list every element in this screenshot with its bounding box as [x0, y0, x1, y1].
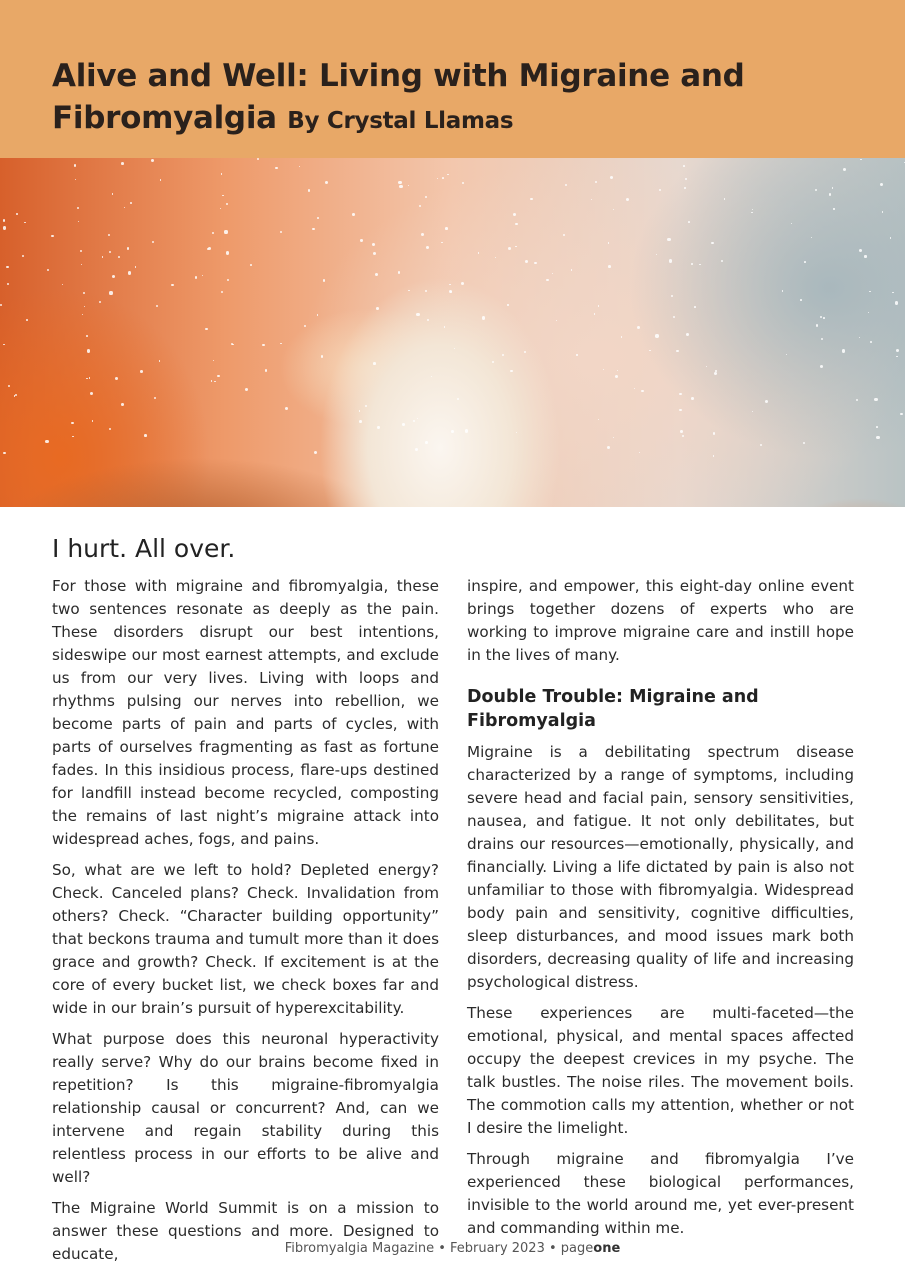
spark: [124, 207, 125, 208]
spark: [128, 271, 131, 274]
spark: [425, 290, 427, 292]
spark: [78, 221, 79, 222]
lead-heading: I hurt. All over.: [52, 534, 236, 563]
spark: [721, 260, 723, 262]
spark: [221, 291, 223, 293]
spark: [425, 441, 428, 444]
spark: [431, 376, 433, 378]
title-text: Alive and Well: Living with Migraine and Fibromyalgia: [52, 58, 745, 136]
spark: [220, 208, 221, 209]
paragraph: These experiences are multi-faceted—the emotional, physical, and mental spaces affected occupy the deepest crevices in my psyche. The talk bustles. The noise riles. The movement boils. The commotion calls my attention, whether or not I desire the limelight.: [467, 1004, 854, 1137]
spark: [285, 407, 288, 410]
spark: [669, 259, 672, 262]
spark: [896, 356, 897, 357]
spark: [713, 432, 715, 434]
spark: [699, 264, 701, 266]
spark: [876, 436, 879, 439]
spark: [667, 238, 670, 241]
spark: [0, 304, 2, 306]
spark: [804, 261, 806, 263]
spark: [151, 159, 154, 162]
spark: [714, 372, 717, 375]
spark: [375, 273, 378, 276]
spark: [495, 257, 496, 258]
spark: [317, 217, 319, 219]
spark: [222, 195, 224, 197]
spark: [3, 452, 6, 455]
spark: [679, 393, 681, 395]
spark: [571, 269, 573, 271]
spark: [676, 350, 678, 352]
right-column: [467, 575, 854, 1248]
spark: [359, 420, 362, 423]
spark: [47, 269, 49, 271]
spark: [682, 435, 684, 437]
spark: [659, 189, 661, 191]
spark: [227, 279, 229, 281]
spark: [892, 292, 894, 294]
spark: [859, 249, 862, 252]
spark: [534, 262, 537, 265]
paragraph: Through migraine and fibromyalgia I’ve experienced these biological performances, invisible to the world around me, yet ever-present and commanding within me.: [467, 1150, 854, 1237]
spark: [160, 179, 161, 180]
spark: [3, 226, 6, 229]
spark: [821, 338, 823, 340]
spark: [77, 207, 79, 209]
spark: [45, 440, 48, 443]
spark: [92, 420, 94, 422]
spark: [782, 290, 783, 291]
spark: [598, 419, 600, 421]
spark: [442, 177, 444, 179]
spark: [613, 209, 615, 211]
spark: [882, 211, 883, 212]
spark: [524, 351, 526, 353]
spark: [217, 375, 220, 378]
spark: [441, 242, 442, 243]
spark: [321, 355, 323, 357]
spark: [195, 276, 198, 279]
spark: [876, 426, 878, 428]
spark: [800, 299, 802, 301]
spark: [6, 266, 8, 268]
spark: [607, 446, 610, 449]
spark: [415, 448, 418, 451]
spark: [546, 279, 549, 282]
spark: [451, 430, 454, 433]
spark: [299, 166, 300, 167]
spark: [427, 319, 430, 322]
spark: [860, 159, 862, 161]
spark: [265, 369, 267, 371]
spark: [280, 231, 282, 233]
spark: [691, 263, 693, 265]
spark: [706, 366, 708, 368]
spark: [478, 252, 479, 253]
spark: [360, 239, 362, 241]
spark: [880, 183, 883, 186]
spark: [447, 174, 449, 176]
spark: [680, 430, 683, 433]
spark: [108, 234, 110, 236]
spark: [465, 429, 468, 432]
spark: [121, 162, 124, 165]
spark: [15, 394, 17, 396]
article-title: [52, 55, 812, 142]
spark: [613, 437, 614, 438]
spark: [84, 306, 85, 307]
spark: [673, 316, 675, 318]
spark: [864, 255, 866, 257]
spark: [154, 397, 156, 399]
spark: [127, 247, 130, 250]
spark: [7, 283, 9, 285]
spark: [373, 252, 376, 255]
spark: [656, 254, 657, 255]
spark: [641, 390, 644, 393]
spark: [752, 209, 753, 210]
spark: [81, 264, 82, 265]
spark: [832, 187, 834, 189]
spark: [724, 198, 725, 199]
spark: [556, 320, 557, 321]
spark: [507, 304, 508, 305]
spark: [765, 400, 768, 403]
spark: [760, 444, 762, 446]
spark: [437, 178, 438, 179]
spark: [152, 241, 154, 243]
spark: [207, 248, 209, 250]
spark: [688, 221, 690, 223]
spark: [900, 413, 903, 416]
spark: [686, 333, 689, 336]
spark: [811, 237, 812, 238]
spark: [413, 420, 415, 422]
spark: [99, 301, 101, 303]
spark: [617, 370, 618, 371]
spark: [87, 349, 90, 352]
spark: [86, 378, 87, 379]
spark: [868, 312, 869, 313]
spark: [508, 247, 511, 250]
hero-image-person-holding-head-amid-sparks: [0, 158, 905, 507]
spark: [791, 223, 792, 224]
spark: [408, 185, 409, 186]
spark: [51, 235, 53, 237]
spark: [262, 344, 264, 346]
spark: [365, 405, 367, 407]
spark: [71, 422, 73, 424]
spark: [843, 168, 846, 171]
paragraph: The Migraine World Summit is on a mission to answer these questions and more. Designed to educate,: [52, 1199, 439, 1263]
spark: [86, 335, 88, 337]
spark: [308, 189, 311, 192]
spark: [314, 451, 317, 454]
spark: [109, 291, 112, 294]
spark: [462, 182, 465, 185]
spark: [109, 428, 112, 431]
paragraph: Migraine is a debilitating spectrum disease characterized by a range of symptoms, including severe head and facial pain, sensory sensitivities, nausea, and fatigue. It not only debilitates, but drains our resources—emotionally, physically, and financially. Living a life dictated by pain is also not unfamiliar to those with fibromyalgia. Widespread body pain and sensitivity, cognitive difficulties, sleep disturbances, and mood issues mark both disorders, decreasing quality of life and increasing psychological distress.: [467, 743, 854, 991]
spark: [679, 409, 682, 412]
spark: [691, 397, 694, 400]
spark: [109, 251, 111, 253]
spark: [816, 324, 818, 326]
spark: [896, 349, 899, 352]
spark: [683, 165, 685, 167]
spark: [515, 246, 516, 247]
title-banner: [0, 0, 905, 158]
spark: [377, 426, 379, 428]
spark: [450, 291, 452, 293]
spark: [82, 314, 84, 316]
spark: [421, 233, 424, 236]
spark: [530, 198, 533, 201]
spark: [457, 398, 459, 400]
spark: [591, 199, 593, 201]
spark: [62, 284, 63, 285]
spark: [820, 316, 822, 318]
spark: [112, 193, 113, 194]
spark: [425, 196, 428, 199]
section-heading: Double Trouble: Migraine and Fibromyalgia: [467, 687, 759, 731]
spark: [502, 354, 504, 356]
spark: [815, 189, 817, 191]
spark: [525, 260, 528, 263]
spark: [615, 375, 618, 378]
spark: [751, 212, 753, 214]
spark: [304, 325, 306, 327]
spark: [444, 326, 445, 327]
spark: [156, 305, 158, 307]
spark: [713, 455, 714, 456]
spark: [594, 313, 595, 314]
spark: [890, 237, 891, 238]
spark: [820, 365, 823, 368]
spark: [224, 230, 227, 233]
spark: [373, 362, 376, 365]
spark: [610, 176, 613, 179]
spark: [135, 266, 137, 268]
paragraph: What purpose does this neuronal hyperactivity really serve? Why do our brains become fixed in repetition? Is this migraine-fibromyalgia relationship causal or concurrent? And, can we intervene and regain stability during this relentless process in our efforts to be alive and well?: [52, 1030, 439, 1186]
spark: [221, 173, 223, 175]
spark: [445, 227, 448, 230]
spark: [608, 265, 611, 268]
spark: [649, 350, 651, 352]
spark: [626, 198, 629, 201]
spark: [399, 185, 402, 188]
spark: [89, 377, 91, 379]
spark: [417, 418, 418, 419]
spark: [352, 213, 355, 216]
spark: [515, 223, 517, 225]
spark: [454, 348, 455, 349]
spark: [595, 181, 597, 183]
spark: [323, 279, 326, 282]
spark: [598, 305, 599, 306]
spark: [3, 219, 6, 222]
spark: [312, 228, 315, 231]
spark: [786, 354, 787, 355]
spark: [16, 213, 18, 215]
spark: [226, 203, 228, 205]
spark: [711, 242, 714, 245]
spark: [482, 316, 485, 319]
spark: [245, 388, 248, 391]
spark: [280, 343, 281, 344]
spark: [576, 354, 577, 355]
spark: [510, 370, 513, 373]
spark: [26, 319, 28, 321]
spark: [833, 208, 834, 209]
paragraph: inspire, and empower, this eight-day online event brings together dozens of experts who are working to improve migraine care and instill hope in the lives of many.: [467, 577, 854, 664]
spark: [212, 232, 214, 234]
spark: [250, 264, 252, 266]
spark: [232, 344, 233, 345]
spark: [24, 222, 26, 224]
spark: [376, 307, 379, 310]
spark: [621, 336, 622, 337]
spark: [214, 381, 215, 382]
spark: [752, 411, 753, 412]
spark: [565, 184, 567, 186]
spark: [140, 370, 143, 373]
spark: [829, 193, 832, 196]
paragraph: So, what are we left to hold? Depleted energy? Check. Canceled plans? Check. Invalidation from others? Check. “Character building opportunity” that beckons trauma and tumult more than it does grace and growth? Check. If excitement is at the core of every bucket list, we check boxes far and wide in our brain’s pursuit of hyperexcitability.: [52, 861, 439, 1017]
spark: [402, 423, 405, 426]
spark: [449, 284, 451, 286]
spark: [874, 398, 877, 401]
spark: [603, 369, 604, 370]
spark: [102, 256, 103, 257]
spark: [694, 306, 696, 308]
spark: [226, 251, 229, 254]
spark: [870, 341, 872, 343]
spark: [144, 434, 147, 437]
spark: [112, 275, 115, 278]
spark: [639, 452, 640, 453]
spark: [83, 292, 85, 294]
spark: [257, 158, 259, 160]
spark: [275, 167, 278, 170]
spark: [516, 432, 517, 433]
spark: [317, 314, 319, 316]
spark: [552, 273, 553, 274]
spark: [408, 290, 410, 292]
spark: [8, 385, 10, 387]
spark: [869, 291, 870, 292]
spark: [563, 234, 565, 236]
spark: [416, 313, 419, 316]
spark: [461, 282, 464, 285]
spark: [803, 442, 805, 444]
spark: [398, 271, 400, 273]
spark: [359, 410, 360, 411]
page-footer: [0, 1241, 905, 1256]
spark: [426, 246, 429, 249]
spark: [213, 360, 214, 361]
spark: [159, 360, 161, 362]
byline: By Crystal Llamas: [287, 108, 514, 134]
spark: [118, 256, 120, 258]
paragraph: For those with migraine and fibromyalgia, these two sentences resonate as deeply as the pain. These disorders disrupt our best intentions, sideswipe our most earnest attempts, and exclude us from our very lives. Living with loops and rhythms pulsing our nerves into rebellion, we become parts of pain and parts of cycles, with parts of ourselves fragmenting as fast as fortune fades. In this insidious process, flare-ups destined for landfill instead become recycled, composting the remains of last night’s migraine attack into widespread aches, fogs, and pains.: [52, 577, 439, 848]
footer-page-emph: one: [593, 1241, 621, 1256]
spark: [3, 344, 4, 345]
spark: [398, 181, 401, 184]
spark: [842, 349, 845, 352]
spark: [75, 179, 76, 180]
spark: [859, 337, 860, 338]
spark: [637, 326, 640, 329]
spark: [671, 295, 673, 297]
spark: [14, 395, 15, 396]
spark: [419, 205, 421, 207]
spark: [634, 388, 635, 389]
spark: [513, 213, 516, 216]
spark: [202, 275, 203, 276]
footer-text: Fibromyalgia Magazine • February 2023 • page: [284, 1241, 594, 1256]
spark: [211, 380, 213, 382]
spark: [856, 399, 858, 401]
spark: [823, 317, 825, 319]
spark: [74, 164, 76, 166]
spark: [22, 255, 24, 257]
spark: [121, 403, 124, 406]
spark: [80, 250, 82, 252]
spark: [372, 243, 375, 246]
spark: [130, 202, 132, 204]
spark: [115, 377, 118, 380]
spark: [90, 392, 93, 395]
spark: [608, 242, 609, 243]
spark: [684, 187, 686, 189]
spark: [171, 284, 173, 286]
spark: [895, 301, 898, 304]
spark: [205, 328, 208, 331]
spark: [492, 361, 494, 363]
spark: [325, 181, 328, 184]
spark: [72, 436, 74, 438]
spark: [655, 334, 658, 337]
left-column: [52, 575, 439, 1274]
spark: [685, 178, 687, 180]
